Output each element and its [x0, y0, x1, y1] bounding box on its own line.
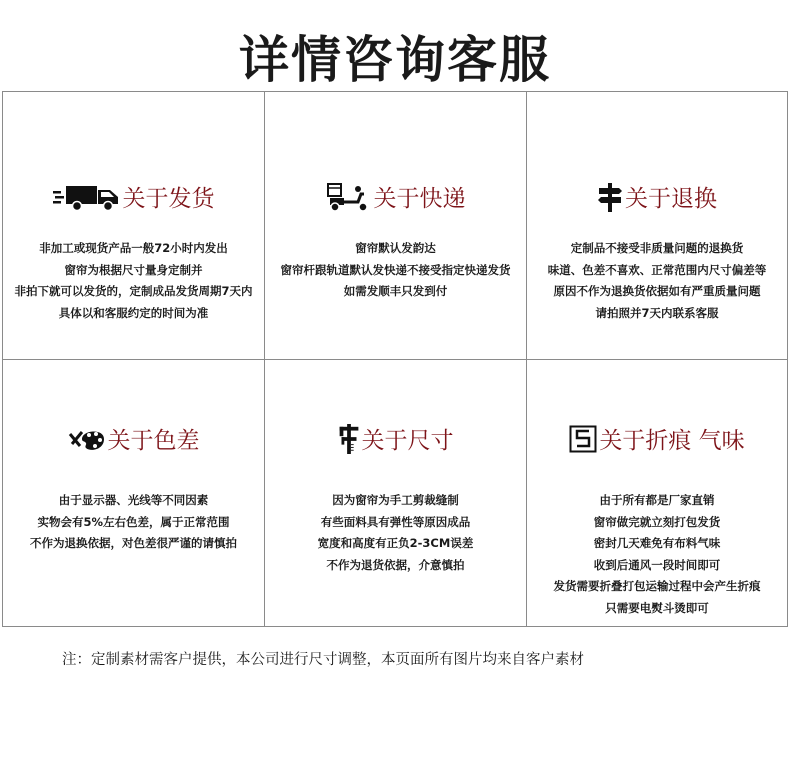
delivery-truck-icon — [53, 182, 121, 212]
section-body — [3, 490, 264, 555]
section-line: 只需要电熨斗烫即可 — [605, 600, 709, 615]
section-line: 非加工或现货产品一般72小时内发出 — [39, 241, 228, 255]
signpost-icon — [597, 182, 623, 212]
section-line: 不作为退换依据，对色差很严谨的请慎拍 — [30, 536, 237, 550]
section-line: 非拍下就可以发货的，定制成品发货周期7天内 — [14, 284, 253, 298]
section-line: 不作为退货依据，介意慎拍 — [326, 557, 465, 572]
caliper-icon — [338, 424, 360, 454]
section-line: 因为窗帘为手工剪裁缝制 — [332, 493, 459, 507]
section-line: 窗帘做完就立刻打包发货 — [593, 514, 721, 529]
section-line: 有些面料具有弹性等原因成品 — [320, 514, 471, 529]
section-heading-text: 关于快递 — [373, 186, 466, 212]
section-heading — [527, 422, 787, 455]
section-line: 定制品不接受非质量问题的退换货 — [570, 241, 744, 255]
fold-crease-icon — [569, 424, 597, 454]
section-line: 窗帘默认发韵达 — [355, 241, 436, 255]
section-returns — [527, 92, 787, 360]
section-line: 实物会有5%左右色差，属于正常范围 — [37, 514, 230, 529]
section-heading-text: 关于退换 — [625, 186, 717, 212]
section-express — [265, 92, 527, 360]
section-body — [265, 238, 526, 303]
section-heading — [265, 180, 526, 213]
courier-scooter-icon — [326, 182, 372, 212]
section-line: 由于所有都是厂家直销 — [599, 493, 715, 507]
section-heading — [3, 422, 264, 455]
section-body — [265, 490, 526, 576]
section-line: 味道、色差不喜欢、正常范围内尺寸偏差等 — [547, 262, 767, 277]
section-body — [3, 238, 264, 324]
section-line: 密封几天难免有布料气味 — [593, 536, 721, 550]
section-line: 窗帘杆跟轨道默认发快递不接受指定快递发货 — [280, 262, 511, 277]
section-line: 宽度和高度有正负2-3CM误差 — [317, 536, 474, 550]
section-heading — [3, 180, 264, 213]
section-line: 具体以和客服约定的时间为准 — [58, 305, 209, 320]
section-heading — [265, 422, 526, 455]
section-body — [527, 490, 787, 619]
section-shipping — [3, 92, 265, 360]
section-line: 收到后通风一段时间即可 — [593, 557, 721, 572]
paint-palette-icon — [68, 424, 106, 454]
section-size — [265, 360, 527, 626]
footer-note: 注：定制素材需客户提供，本公司进行尺寸调整，本页面所有图片均来自客户素材 — [62, 652, 584, 668]
section-line: 窗帘为根据尺寸量身定制并 — [64, 262, 203, 277]
page-title: 详情咨询客服 — [239, 30, 551, 89]
section-line: 原因不作为退换货依据如有严重质量问题 — [553, 284, 761, 298]
section-heading-text: 关于尺寸 — [361, 428, 454, 454]
section-body — [527, 238, 787, 324]
section-heading-text: 关于折痕 气味 — [599, 428, 745, 454]
section-line: 如需发顺丰只发到付 — [343, 284, 448, 298]
section-heading-text: 关于色差 — [107, 428, 200, 454]
section-color — [3, 360, 265, 626]
info-grid — [2, 91, 788, 627]
section-line: 发货需要折叠打包运输过程中会产生折痕 — [553, 579, 761, 593]
section-line: 由于显示器、光线等不同因素 — [58, 493, 209, 507]
section-line: 请拍照并7天内联系客服 — [595, 305, 719, 320]
section-crease-smell — [527, 360, 787, 626]
section-heading — [527, 180, 787, 213]
section-heading-text: 关于发货 — [122, 186, 215, 212]
